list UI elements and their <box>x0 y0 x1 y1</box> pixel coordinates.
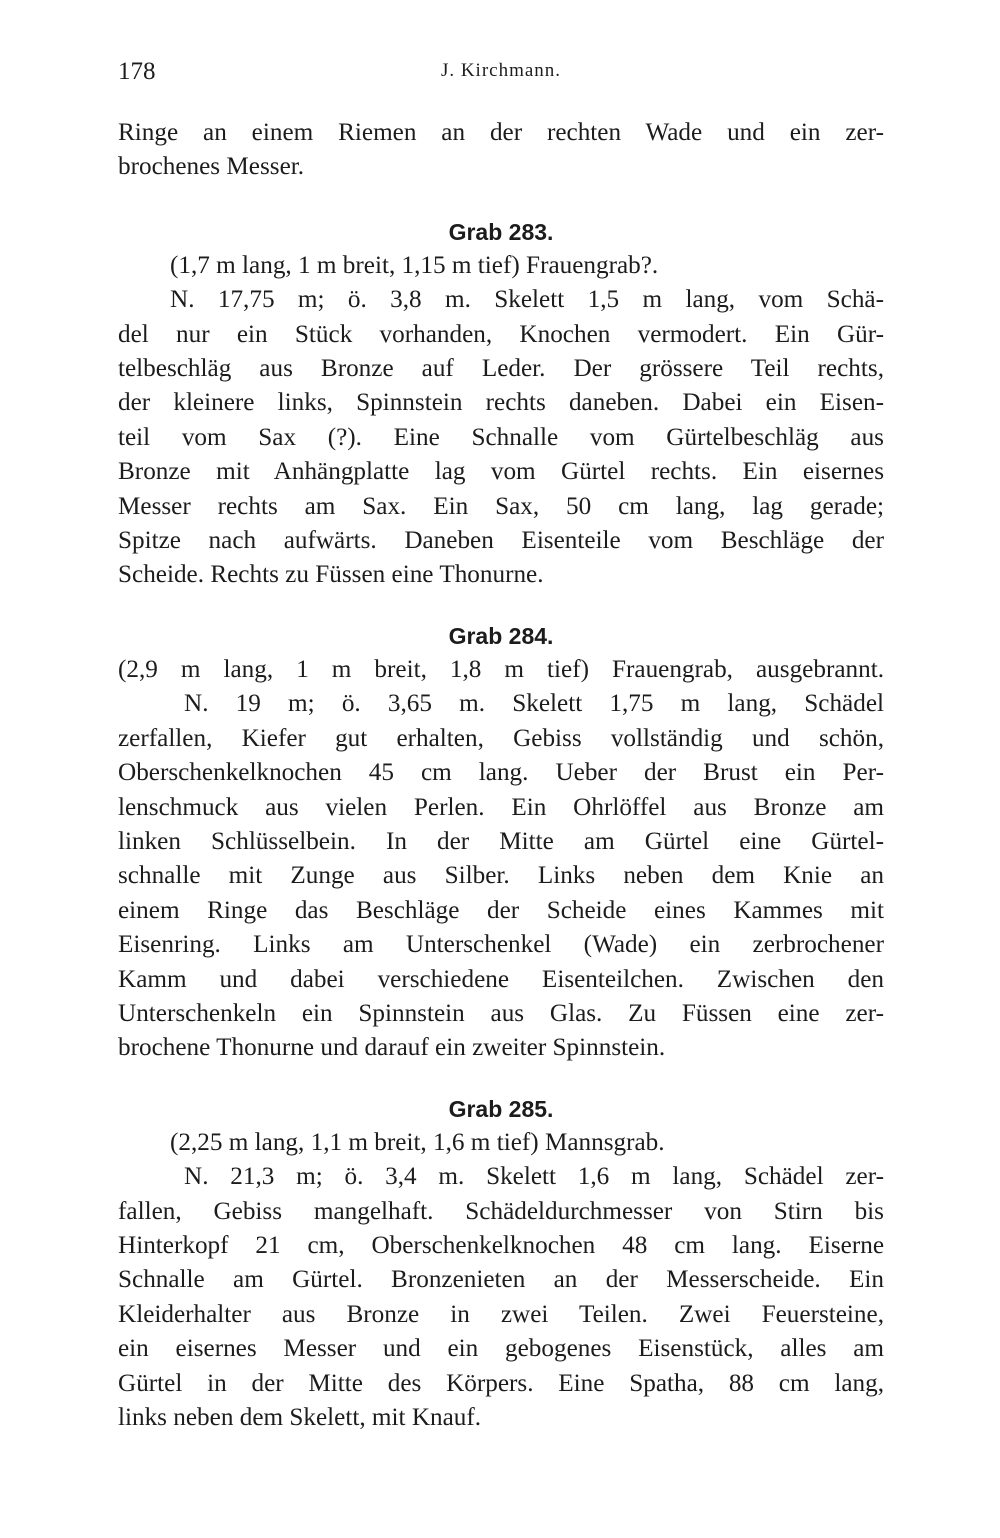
grave-heading-284: Grab 284. <box>448 622 554 649</box>
text-line: telbeschläg aus Bronze auf Leder. Der grössere Teil rechts, <box>118 355 884 383</box>
text-line: Ringe an einem Riemen an der rechten Wade und ein zer- <box>118 119 884 146</box>
text-line: schnalle mit Zunge aus Silber. Links neben dem Knie an <box>118 862 884 890</box>
text-line: Bronze mit Anhängplatte lag vom Gürtel rechts. Ein eisernes <box>118 458 884 486</box>
grave-283-text <box>118 249 884 593</box>
text-line: Scheide. Rechts zu Füssen eine Thonurne. <box>118 561 544 589</box>
text-line: der kleinere links, Spinnstein rechts daneben. Dabei ein Eisen- <box>118 389 884 417</box>
text-line: ein eisernes Messer und ein gebogenes Eisenstück, alles am <box>118 1335 884 1363</box>
running-head: J. Kirchmann. <box>440 60 562 81</box>
text-line: Oberschenkelknochen 45 cm lang. Ueber der Brust ein Per- <box>118 759 884 787</box>
text-line: Messer rechts am Sax. Ein Sax, 50 cm lang, lag gerade; <box>118 492 884 520</box>
text-line: Unterschenkeln ein Spinnstein aus Glas. Zu Füssen eine zer- <box>118 999 884 1027</box>
text-line: brochenes Messer. <box>118 153 305 181</box>
text-line: Gürtel in der Mitte des Körpers. Eine Spatha, 88 cm lang, <box>118 1369 884 1397</box>
text-line: brochene Thonurne und darauf ein zweiter Spinnstein. <box>118 1034 666 1062</box>
grave-dimensions: (2,25 m lang, 1,1 m breit, 1,6 m tief) Mannsgrab. <box>170 1128 665 1156</box>
page-number: 178 <box>118 58 156 85</box>
text-line: Spitze nach aufwärts. Daneben Eisenteile vom Beschläge der <box>118 527 884 555</box>
grave-284-text <box>118 653 884 1066</box>
text-line: links neben dem Skelett, mit Knauf. <box>118 1404 482 1431</box>
text-line: del nur ein Stück vorhanden, Knochen vermodert. Ein Gür- <box>118 320 884 348</box>
text-line: Hinterkopf 21 cm, Oberschenkelknochen 48 cm lang. Eiserne <box>118 1231 884 1259</box>
page-header <box>118 58 884 88</box>
text-line: Kleiderhalter aus Bronze in zwei Teilen. Zwei Feuersteine, <box>118 1300 884 1328</box>
text-line: Kamm und dabei verschiedene Eisenteilchen. Zwischen den <box>118 965 884 993</box>
intro-paragraph <box>118 116 884 185</box>
grave-285-text <box>118 1126 884 1436</box>
text-line: Eisenring. Links am Unterschenkel (Wade) ein zerbrochener <box>118 931 884 959</box>
text-line: linken Schlüsselbein. In der Mitte am Gürtel eine Gürtel- <box>118 827 884 855</box>
grave-heading-283: Grab 283. <box>448 218 554 245</box>
text-line: teil vom Sax (?). Eine Schnalle vom Gürtelbeschläg aus <box>118 423 884 451</box>
page-body <box>118 116 884 1435</box>
grave-dimensions: (1,7 m lang, 1 m breit, 1,15 m tief) Frauengrab?. <box>170 251 659 279</box>
text-line: N. 17,75 m; ö. 3,8 m. Skelett 1,5 m lang, vom Schä- <box>170 286 884 314</box>
grave-dimensions: (2,9 m lang, 1 m breit, 1,8 m tief) Frauengrab, ausgebrannt. <box>118 655 884 683</box>
text-line: N. 21,3 m; ö. 3,4 m. Skelett 1,6 m lang, Schädel zer- <box>184 1163 884 1191</box>
text-line: lenschmuck aus vielen Perlen. Ein Ohrlöffel aus Bronze am <box>118 793 884 821</box>
text-line: fallen, Gebiss mangelhaft. Schädeldurchmesser von Stirn bis <box>118 1197 884 1225</box>
text-line: zerfallen, Kiefer gut erhalten, Gebiss vollständig und schön, <box>118 724 884 752</box>
text-line: N. 19 m; ö. 3,65 m. Skelett 1,75 m lang, Schädel <box>184 690 884 718</box>
grave-heading-285: Grab 285. <box>448 1095 554 1122</box>
text-line: Schnalle am Gürtel. Bronzenieten an der Messerscheide. Ein <box>118 1266 884 1294</box>
text-line: einem Ringe das Beschläge der Scheide eines Kammes mit <box>118 896 884 924</box>
